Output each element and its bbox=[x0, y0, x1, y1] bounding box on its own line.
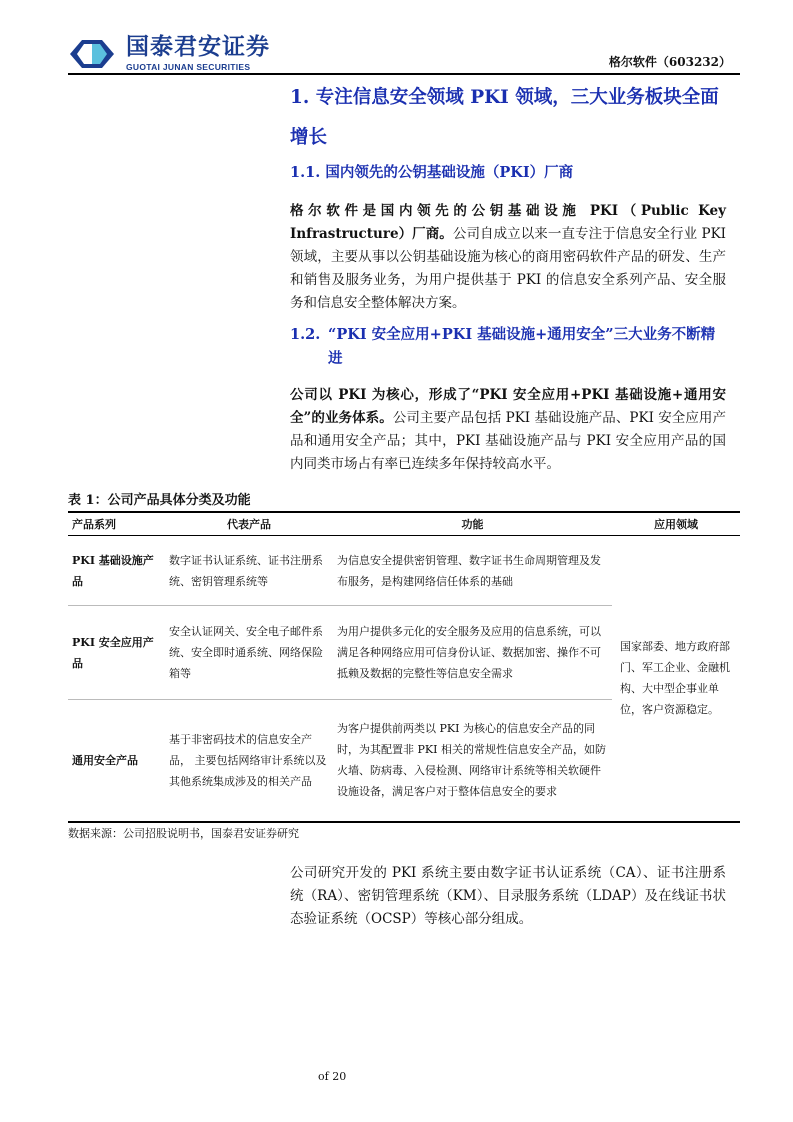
section-heading: 1. 专注信息安全领域 PKI 领域，三大业务板块全面增长 bbox=[290, 87, 719, 148]
products-cell: 数字证书认证系统、证书注册系统、密钥管理系统等 bbox=[165, 536, 333, 606]
series-cell: PKI 安全应用产品 bbox=[68, 606, 165, 700]
column-header: 应用领域 bbox=[612, 512, 740, 536]
subsection-number: 1.2. bbox=[290, 326, 321, 343]
function-cell: 为客户提供前两类以 PKI 为核心的信息安全产品的同时，为其配置非 PKI 相关的常规性信息安全产品，如防火墙、防病毒、入侵检测、网络审计系统等相关软硬件设施设备，满足客户对于整体信息安全的要求 bbox=[337, 722, 606, 799]
paragraph-lead: 格尔软件是国内领先的公钥基础设施 PKI（Public Key Infrastructure）厂商。 bbox=[290, 203, 726, 242]
table-container bbox=[68, 511, 740, 842]
table-header-row bbox=[68, 512, 740, 536]
series-cell: 通用安全产品 bbox=[72, 753, 138, 767]
logo-icon bbox=[68, 38, 116, 74]
subsection-heading: “PKI 安全应用+PKI 基础设施+通用安全”三大业务不断精进 bbox=[328, 326, 716, 367]
function-cell: 为信息安全提供密钥管理、数字证书生命周期管理及发布服务，是构建网络信任体系的基础 bbox=[333, 536, 612, 606]
product-table bbox=[68, 511, 740, 823]
paragraph bbox=[290, 384, 726, 476]
products-cell: 基于非密码技术的信息安全产品， 主要包括网络审计系统以及其他系统集成涉及的相关产品 bbox=[169, 732, 327, 788]
table-source: 数据来源：公司招股说明书，国泰君安证券研究 bbox=[68, 826, 299, 840]
paragraph bbox=[290, 200, 726, 315]
subsection-heading: 1.1. 国内领先的公钥基础设施（PKI）厂商 bbox=[290, 164, 574, 181]
table-row bbox=[68, 536, 740, 606]
paragraph: 公司研究开发的 PKI 系统主要由数字证书认证系统（CA）、证书注册系统（RA）、密钥管理系统（KM）、目录服务系统（LDAP）及在线证书状态验证系统（OCSP）等核心部分组成。 bbox=[290, 865, 726, 927]
paragraph-text: 公司自成立以来一直专注于信息安全行业 PKI 领域，主要从事以公钥基础设施为核心的商用密码软件产品的研发、生产和销售及服务业务，为用户提供基于 PKI 的信息安全系列产品、安全服务和信息安全整体解决方案。 bbox=[290, 226, 726, 311]
function-cell: 为用户提供多元化的安全服务及应用的信息系统，可以满足各种网络应用可信身份认证、数据加密、操作不可抵赖及数据的完整性等信息安全需求 bbox=[333, 606, 612, 700]
paragraph-text: 公司主要产品包括 PKI 基础设施产品、PKI 安全应用产品和通用安全产品；其中，PKI 基础设施产品与 PKI 安全应用产品的国内同类市场占有率已连续多年保持较高水平。 bbox=[290, 410, 726, 472]
series-cell: PKI 基础设施产品 bbox=[68, 536, 165, 606]
stock-label: 格尔软件（603232） bbox=[608, 55, 731, 69]
table-title: 表 1：公司产品具体分类及功能 bbox=[68, 493, 251, 508]
column-header: 功能 bbox=[333, 512, 612, 536]
logo-subtitle: GUOTAI JUNAN SECURITIES bbox=[126, 62, 251, 72]
header-divider bbox=[68, 73, 740, 75]
application-cell: 国家部委、地方政府部门、军工企业、金融机构、大中型企事业单位，客户资源稳定。 bbox=[620, 640, 730, 717]
products-cell: 安全认证网关、安全电子邮件系统、安全即时通系统、网络保险箱等 bbox=[165, 606, 333, 700]
page-number: of 20 bbox=[318, 1070, 347, 1083]
column-header: 代表产品 bbox=[165, 512, 333, 536]
logo-text: 国泰君安证券 bbox=[126, 34, 270, 60]
paragraph-lead: 公司以 PKI 为核心，形成了“PKI 安全应用+PKI 基础设施+通用安全”的业务体系。 bbox=[290, 387, 726, 426]
column-header: 产品系列 bbox=[68, 512, 165, 536]
